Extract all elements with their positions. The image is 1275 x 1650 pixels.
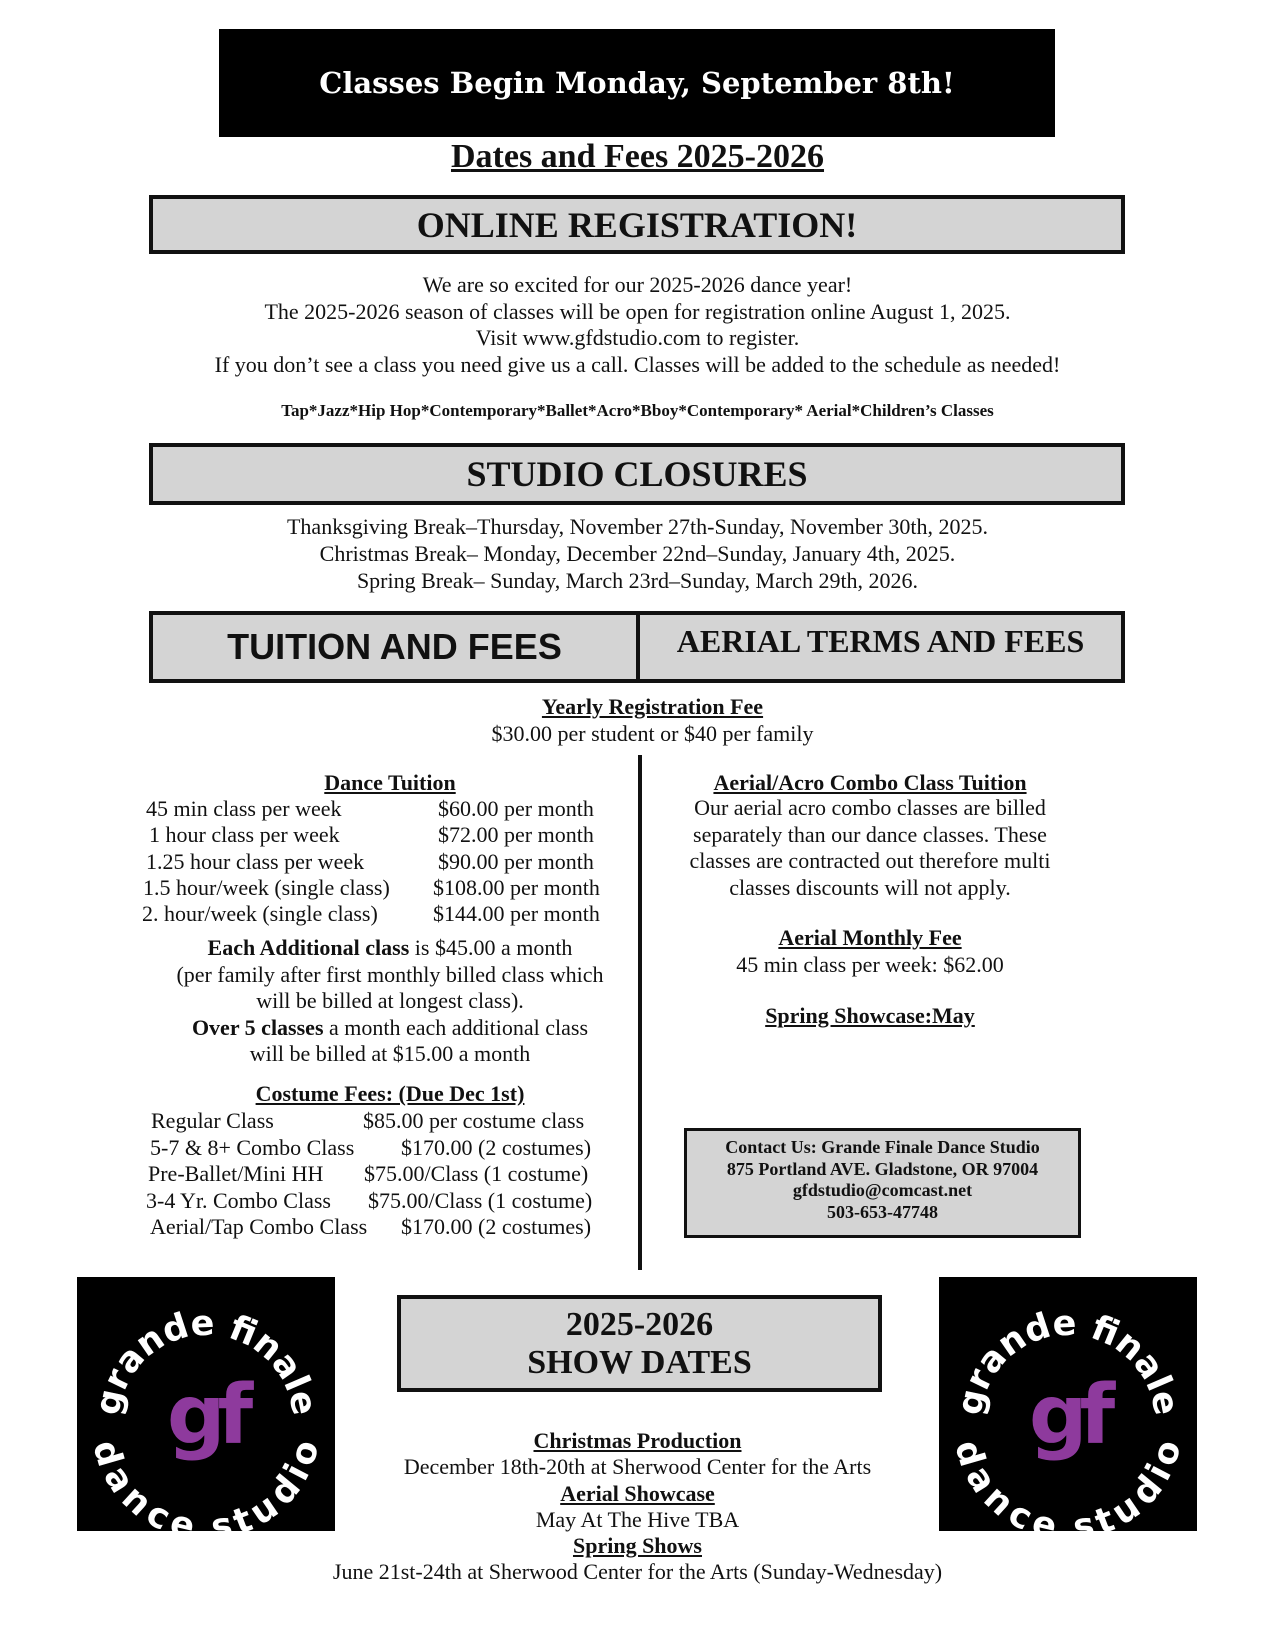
logo-monogram: gf	[1028, 1368, 1108, 1463]
additional-rest: is $45.00 a month	[409, 935, 573, 960]
tuition-price: $144.00 per month	[433, 901, 600, 927]
costume-fees-title: Costume Fees: (Due Dec 1st)	[255, 1081, 525, 1106]
costume-label: Aerial/Tap Combo Class	[150, 1214, 368, 1239]
class-styles-list: Tap*Jazz*Hip Hop*Contemporary*Ballet*Acro*Bboy*Contemporary* Aerial*Children’s Classes	[281, 401, 994, 420]
show-heading-line2: SHOW DATES	[527, 1343, 752, 1381]
show-dates-list	[0, 1428, 1275, 1586]
aerial-monthly-title: Aerial Monthly Fee	[778, 925, 962, 950]
costume-price: $170.00 (2 costumes)	[401, 1214, 592, 1239]
tuition-heading-text: TUITION AND FEES	[227, 626, 562, 667]
online-line: The 2025-2026 season of classes will be open for registration online August 1, 2025.	[264, 298, 1011, 324]
banner-text: Classes Begin Monday, September 8th!	[319, 66, 955, 100]
closure-line: Spring Break– Sunday, March 23rd–Sunday, March 29th, 2026.	[356, 568, 919, 593]
costume-label: Pre-Ballet/Mini HH	[148, 1161, 324, 1186]
combo-line: classes discounts will not apply.	[729, 874, 1011, 900]
aerial-showcase-title: Aerial Showcase	[560, 1480, 715, 1506]
show-heading-line1: 2025-2026	[565, 1305, 714, 1343]
closure-line: Christmas Break– Monday, December 22nd–Sunday, January 4th, 2025.	[319, 541, 956, 566]
page-title: Dates and Fees 2025-2026	[450, 138, 825, 175]
dance-tuition-title: Dance Tuition	[324, 770, 456, 795]
logo-bottom-text: dance studio	[946, 1435, 1190, 1531]
costume-row	[148, 1188, 648, 1215]
additional-bold: Each Additional class	[207, 935, 410, 960]
studio-closures-heading	[149, 443, 1125, 505]
combo-line: Our aerial acro combo classes are billed	[694, 795, 1046, 820]
aerial-heading-text: AERIAL TERMS AND FEES	[676, 623, 1085, 659]
aerial-monthly-text: 45 min class per week: $62.00	[736, 952, 1004, 977]
combo-line: classes are contracted out therefore multi	[689, 848, 1051, 873]
tuition-label: 1.5 hour/week (single class)	[143, 874, 390, 900]
tuition-price: $90.00 per month	[438, 848, 594, 874]
aerial-combo-title: Aerial/Acro Combo Class Tuition	[713, 770, 1027, 795]
tuition-label: 1 hour class per week	[149, 822, 340, 848]
costume-row	[148, 1214, 648, 1241]
spring-shows-text: June 21st-24th at Sherwood Center for the Arts (Sunday-Wednesday)	[332, 1559, 943, 1585]
contact-box	[684, 1128, 1081, 1238]
tuition-price: $60.00 per month	[438, 796, 594, 821]
logo-bottom-text: dance studio	[84, 1435, 328, 1531]
online-line: If you don’t see a class you need give us a call. Classes will be added to the schedule as needed!	[214, 351, 1061, 377]
additional-rest: a month each additional class	[323, 1014, 589, 1040]
costume-price: $170.00 (2 costumes)	[401, 1134, 592, 1160]
costume-fees-table	[148, 1108, 648, 1241]
costume-label: 3-4 Yr. Combo Class	[146, 1187, 331, 1213]
show-dates-heading	[397, 1295, 882, 1392]
christmas-title: Christmas Production	[533, 1428, 742, 1453]
additional-line: will be billed at $15.00 a month	[249, 1041, 531, 1066]
additional-line	[130, 1015, 650, 1042]
additional-bold: Over 5 classes	[191, 1014, 324, 1040]
spring-showcase: Spring Showcase:May	[765, 1003, 975, 1028]
tuition-label: 45 min class per week	[146, 796, 342, 821]
tuition-row	[142, 901, 646, 927]
tuition-label: 2. hour/week (single class)	[142, 901, 378, 927]
logo-top-text: grande finale	[949, 1303, 1187, 1419]
additional-line	[130, 935, 650, 962]
costume-row	[148, 1161, 648, 1188]
tuition-price: $108.00 per month	[433, 874, 600, 900]
registration-fee-title: Yearly Registration Fee	[541, 694, 764, 719]
contact-line: 875 Portland AVE. Gladstone, OR 97004	[726, 1158, 1039, 1179]
tuition-price: $72.00 per month	[438, 822, 594, 848]
contact-phone: 503-653-47748	[827, 1201, 938, 1222]
costume-row	[148, 1135, 648, 1162]
contact-email: gfdstudio@comcast.net	[792, 1180, 973, 1200]
spring-shows-title: Spring Shows	[572, 1533, 702, 1559]
logo-monogram: gf	[166, 1368, 246, 1463]
tuition-label: 1.25 hour class per week	[146, 848, 365, 874]
additional-line: (per family after first monthly billed class which	[176, 961, 604, 987]
closures-heading-text: STUDIO CLOSURES	[466, 454, 808, 494]
online-registration-text	[0, 272, 1275, 378]
online-line: Visit www.gfdstudio.com to register.	[475, 325, 800, 350]
christmas-text: December 18th-20th at Sherwood Center for the Arts	[403, 1454, 872, 1480]
tuition-row	[146, 849, 646, 875]
studio-closures-text	[0, 513, 1275, 594]
top-banner	[219, 29, 1055, 137]
aerial-terms-heading	[636, 611, 1125, 683]
additional-class-info	[130, 935, 650, 1068]
costume-price: $85.00 per costume class	[363, 1108, 585, 1133]
tuition-row	[146, 822, 646, 848]
online-heading-text: ONLINE REGISTRATION!	[416, 204, 858, 245]
costume-label: 5-7 & 8+ Combo Class	[150, 1134, 355, 1160]
closure-line: Thanksgiving Break–Thursday, November 27th-Sunday, November 30th, 2025.	[286, 514, 988, 539]
costume-price: $75.00/Class (1 costume)	[364, 1161, 589, 1186]
aerial-combo-text	[650, 795, 1090, 901]
costume-price: $75.00/Class (1 costume)	[368, 1187, 593, 1213]
registration-fee-text: $30.00 per student or $40 per family	[491, 721, 814, 746]
costume-row	[148, 1108, 648, 1135]
combo-line: separately than our dance classes. These	[693, 821, 1047, 847]
tuition-row	[143, 874, 646, 901]
tuition-row	[146, 796, 646, 822]
online-line: We are so excited for our 2025-2026 dance year!	[422, 272, 853, 297]
tuition-fees-heading	[149, 611, 640, 683]
logo-top-text: grande finale	[87, 1303, 325, 1419]
additional-line: will be billed at longest class).	[256, 988, 524, 1013]
costume-label: Regular Class	[151, 1108, 274, 1133]
contact-line: Contact Us: Grande Finale Dance Studio	[725, 1137, 1040, 1157]
online-registration-heading	[149, 195, 1125, 254]
dance-tuition-table	[142, 796, 646, 927]
aerial-showcase-text: May At The Hive TBA	[535, 1506, 740, 1532]
